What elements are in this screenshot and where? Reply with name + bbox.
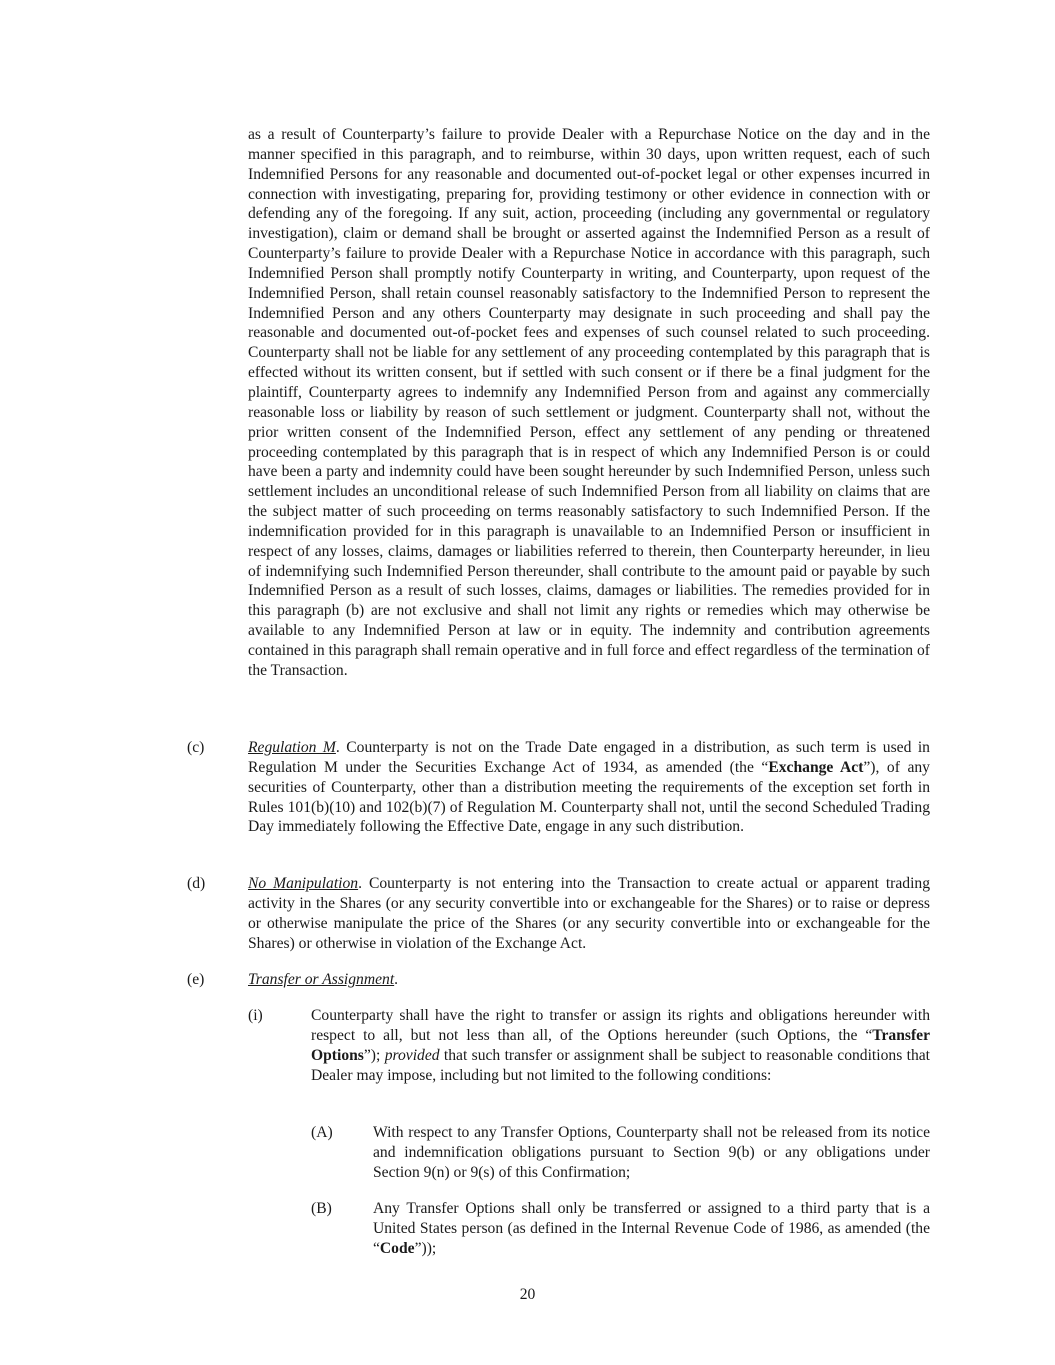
section-c-defined-term: Exchange Act: [768, 758, 864, 776]
continuation-paragraph: [248, 125, 930, 681]
section-e-i-text3: that such transfer or assignment shall be subject to reasonable conditions that Dealer may impose, including but not limited to the following conditions:: [311, 1046, 930, 1084]
section-d-label: (d): [187, 875, 206, 892]
section-d-text: . Counterparty is not entering into the Transaction to create actual or apparent trading activity in the Shares (or any security convertible into or exchangeable for the Shares) or to raise or depress or otherwise manipulate the price of the Shares (or any security convertible into or exchangeable for the Shares) or otherwise in violation of the Exchange Act.: [248, 875, 931, 952]
section-e-title: Transfer or Assignment: [248, 971, 395, 988]
section-e-i-B-text1: Any Transfer Options shall only be transferred or assigned to a third party that is a United States person (as defined in the Internal Revenue Code of 1986, as amended (the “: [373, 1200, 930, 1257]
section-c-title: Regulation M: [248, 739, 336, 756]
section-e-i-A-paragraph: With respect to any Transfer Options, Counterparty shall not be released from its notice and indemnification obligations pursuant to Section 9(b) or any obligations under Section 9(n) or 9(s) of this Confirmation;: [373, 1124, 930, 1181]
section-c-label: (c): [187, 739, 205, 756]
continuation-part3: Counterparty shall not, without the prior written consent of the Indemnified Person, effect any settlement of any pending or threatened proceeding contemplated by this paragraph that is in respect of which any Indemnified Person is or could have been a party and indemnity could have been sought hereunder by such Indemnified Person, unless such settlement includes an unconditional release of such Indemnified Person from all liability on claims that are the subject matter of such proceeding on terms reasonably satisfactory to such Indemnified Person. If the indemnification provided for in this paragraph is unavailable to an Indemnified Person or insufficient in respect of any losses, claims, damages or liabilities referred to therein, then Counterparty hereunder, in lieu of indemnifying such Indemnified Person thereunder, shall contribute to the amount paid or payable by such Indemnified Person as a result of such losses, claims, damages or liabilities. The remedies provided for in this paragraph (b) are not exclusive and shall not limit any rights or remedies which may otherwise be available to any Indemnified Person at law or in equity. The indemnity and contribution agreements contained in this paragraph shall remain operative and in full force and effect regardless of the termination of the Transaction.: [248, 403, 930, 679]
section-e-i-defined-term: Transfer Options: [311, 1026, 930, 1064]
section-e-i-B-label: (B): [311, 1200, 332, 1217]
section-e-period: .: [394, 971, 399, 988]
section-e-i-provided: provided: [384, 1046, 440, 1064]
page-number: 20: [519, 1286, 536, 1303]
section-e-label: (e): [187, 971, 205, 988]
section-c-text1: . Counterparty is not on the Trade Date engaged in a distribution, as such term is used in Regulation M under the Securities Exchange Act of 1934, as amended (the “: [248, 739, 930, 776]
section-e-i-text1: Counterparty shall have the right to transfer or assign its rights and obligations hereunder with respect to all, but not less than all, of the Options hereunder (such Options, the “: [311, 1007, 930, 1044]
section-e-heading: [248, 970, 930, 990]
section-c-paragraph: [248, 738, 930, 837]
section-e-i-label: (i): [248, 1007, 263, 1024]
section-d-title: No Manipulation: [248, 875, 359, 892]
section-e-i-A-label: (A): [311, 1124, 333, 1141]
continuation-part1: as a result of Counterparty’s failure to provide Dealer with a Repurchase Notice on the day and in the manner specified in this paragraph, and to reimburse, within 30 days, upon written request, each of such Indemnified Persons for any reasonable and documented out-of-pocket legal or other expenses incurred in connection with investigating, preparing for, providing testimony or other evidence in connection with or defending any of the foregoing. If any suit, action, proceeding (including any governmental or regulatory investigation), claim or demand shall be brought or asserted against the Indemnified Person as a result of Counterparty’s failure to provide Dealer with a Repurchase Notice in accordance with this paragraph, such Indemnified Person shall promptly notify Counterparty in writing, and Counterparty, upon request of the Indemnified Person, shall retain counsel reasonably satisfactory to the Indemnified Person to represent the Indemnified Person and any others Counterparty may designate in such proceeding and shall pay the reasonable and documented out-of-pocket fees and expenses of such counsel related to such proceeding.: [248, 126, 930, 342]
section-e-i-paragraph: [311, 1006, 930, 1085]
section-e-i-text2: ”);: [363, 1046, 385, 1064]
section-e-i-B-defined-term: Code: [379, 1239, 415, 1257]
section-d-paragraph: [248, 874, 930, 953]
section-e-i-B-paragraph: [373, 1199, 930, 1259]
continuation-part2: Counterparty shall not be liable for any settlement of any proceeding contemplated by this paragraph that is effected without its written consent, but if settled with such consent or if there be a final judgment for the plaintiff, Counterparty agrees to indemnify any Indemnified Person from and against any commercially reasonable loss or liability by reason of such settlement or judgment.: [248, 344, 930, 421]
section-c-text2: ”), of any securities of Counterparty, other than a distribution meeting the requirements of the exception set forth in Rules 101(b)(10) and 102(b)(7) of Regulation M. Counterparty shall not, until the second Scheduled Trading Day immediately following the Effective Date, engage in any such distribution.: [248, 758, 930, 836]
section-e-i-B-text2: ”));: [414, 1239, 437, 1257]
